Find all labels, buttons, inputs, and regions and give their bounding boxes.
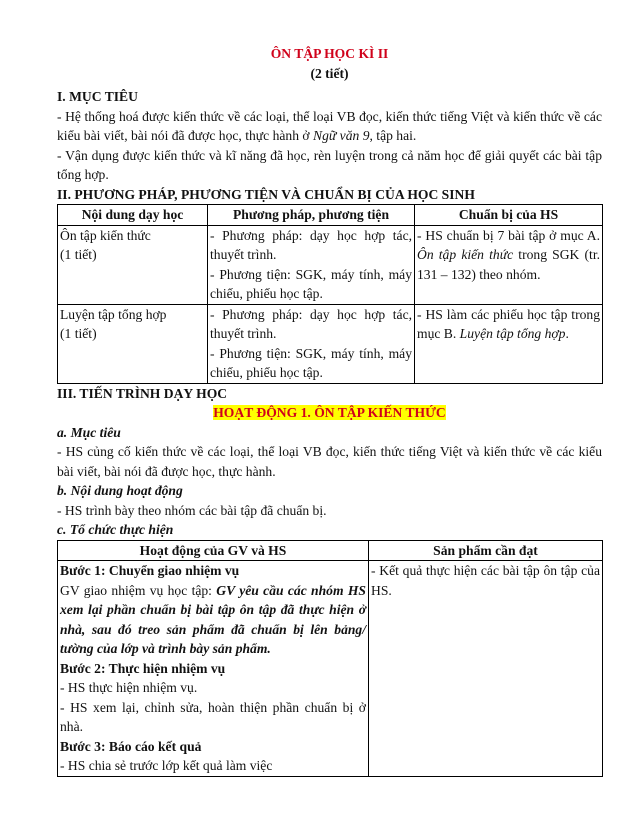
objective-text: - HS củng cố kiến thức về các loại, thể loại VB đọc, kiến thức tiếng Việt và kiến thức về các kiểu bài viết, bài nói đã được học, thực hành. (57, 444, 602, 479)
step1-title: Bước 1: Chuyển giao nhiệm vụ (60, 563, 240, 578)
step2-line: - HS xem lại, chỉnh sửa, hoàn thiện phần chuẩn bị ở nhà. (60, 699, 366, 734)
document-page (57, 44, 602, 777)
row-method: - Phương pháp: dạy học hợp tác, thuyết trình. - Phương tiện: SGK, máy tính, máy chiếu, phiếu học tập. (208, 304, 415, 383)
activity-table-header (58, 540, 603, 561)
objective-1: - Hệ thống hoá được kiến thức về các loại, thể loại VB đọc, kiến thức tiếng Việt và kiến thức về các kiểu bài viết, bài nói đã được học, thực hành ở Ngữ văn 9, tập hai. (57, 108, 602, 143)
organization-subheading: c. Tổ chức thực hiện (57, 522, 174, 537)
row-preparation: - HS chuẩn bị 7 bài tập ở mục A. Ôn tập kiến thức trong SGK (tr. 131 – 132) theo nhóm. (415, 225, 603, 304)
table-row (58, 304, 603, 383)
section-objectives-heading: I. MỤC TIÊU (57, 89, 138, 104)
methods-table (57, 204, 603, 384)
header-preparation: Chuẩn bị của HS (415, 205, 603, 226)
content-subheading: b. Nội dung hoạt động (57, 483, 183, 498)
content-text: - HS trình bày theo nhóm các bài tập đã chuẩn bị. (57, 502, 327, 518)
table-row (58, 561, 603, 777)
section-methods-heading: II. PHƯƠNG PHÁP, PHƯƠNG TIỆN VÀ CHUẨN BỊ CỦA HỌC SINH (57, 186, 475, 202)
row-content: Luyện tập tổng hợp (1 tiết) (58, 304, 208, 383)
step2-line: - HS thực hiện nhiệm vụ. (60, 680, 198, 695)
methods-table-header (58, 205, 603, 226)
page-subtitle: (2 tiết) (310, 65, 349, 81)
step1-text: GV giao nhiệm vụ học tập: GV yêu cầu các nhóm HS xem lại phần chuẩn bị bài tập ôn tập đã thực hiện ở nhà, sau đó treo sản phẩm đã chuẩn bị lên bảng/ tường của lớp và trình bày sản phẩm. (60, 582, 366, 656)
table-row (58, 225, 603, 304)
step3-line: - HS chia sẻ trước lớp kết quả làm việc (60, 758, 273, 773)
page-title: ÔN TẬP HỌC KÌ II (270, 46, 389, 61)
row-content: Ôn tập kiến thức (1 tiết) (58, 225, 208, 304)
objective-subheading: a. Mục tiêu (57, 424, 121, 440)
header-activities: Hoạt động của GV và HS (58, 540, 369, 561)
activities-cell (58, 561, 369, 777)
objective-2: - Vận dụng được kiến thức và kĩ năng đã học, rèn luyện trong cả năm học để giải quyết các bài tập tổng hợp. (57, 147, 602, 182)
step2-title: Bước 2: Thực hiện nhiệm vụ (60, 660, 226, 676)
header-products: Sản phẩm cần đạt (369, 540, 603, 561)
products-cell: - Kết quả thực hiện các bài tập ôn tập của HS. (369, 561, 603, 777)
step3-title: Bước 3: Báo cáo kết quả (60, 738, 202, 754)
row-method: - Phương pháp: dạy học hợp tác, thuyết trình. - Phương tiện: SGK, máy tính, máy chiếu, phiếu học tập. (208, 225, 415, 304)
activity-table (57, 540, 603, 777)
header-method: Phương pháp, phương tiện (208, 205, 415, 226)
section-process-heading: III. TIẾN TRÌNH DẠY HỌC (57, 385, 228, 401)
activity-title: HOẠT ĐỘNG 1. ÔN TẬP KIẾN THỨC (213, 405, 446, 420)
row-preparation: - HS làm các phiếu học tập trong mục B. Luyện tập tổng hợp. (415, 304, 603, 383)
header-content: Nội dung dạy học (58, 205, 208, 226)
